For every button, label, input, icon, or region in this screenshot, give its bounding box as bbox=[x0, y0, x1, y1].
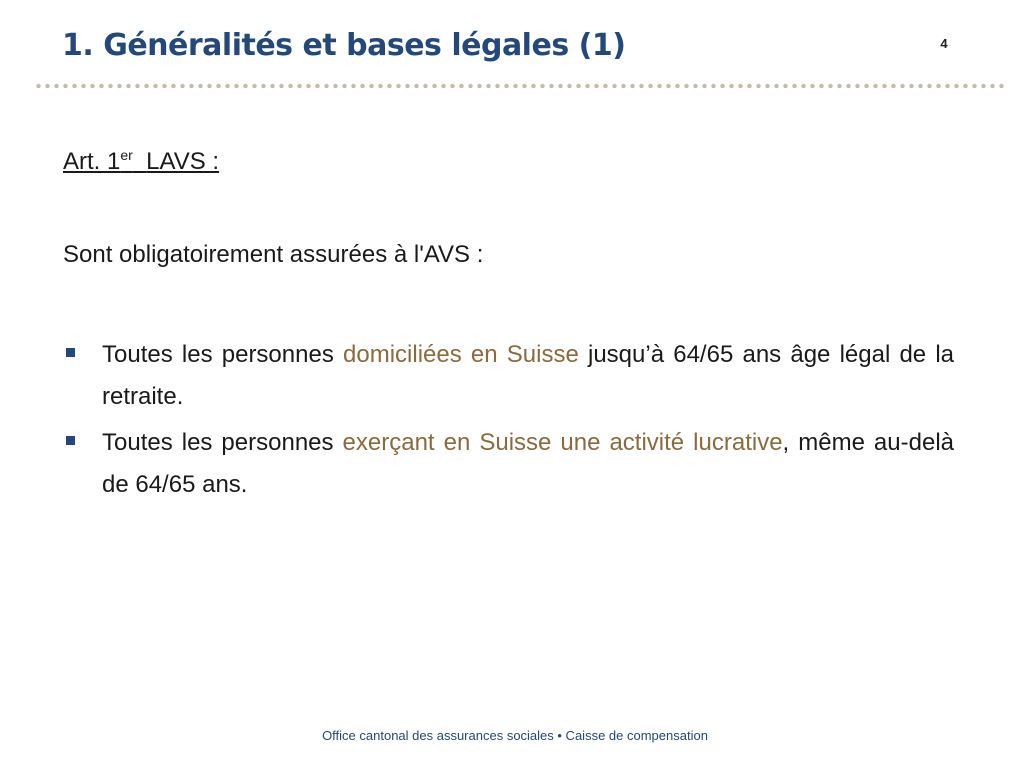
intro-text: Sont obligatoirement assurées à l'AVS : bbox=[63, 241, 484, 268]
bullet-text-before: Toutes les personnes bbox=[102, 341, 344, 368]
bullet-highlight: domiciliées en Suisse bbox=[343, 341, 579, 368]
bullet-item bbox=[62, 334, 954, 418]
page-number: 4 bbox=[940, 36, 948, 51]
dotted-divider bbox=[34, 82, 1006, 90]
square-bullet-icon bbox=[66, 348, 75, 357]
bullet-list bbox=[62, 334, 954, 510]
footer-text: Office cantonal des assurances sociales • Caisse de compensation bbox=[322, 728, 708, 743]
bullet-text-after: , même au-delà de 64/65 ans. bbox=[102, 429, 954, 498]
article-heading bbox=[63, 147, 219, 176]
bullet-highlight: exerçant en Suisse une activité lucrative bbox=[342, 429, 783, 456]
slide-title: 1. Généralités et bases légales (1) bbox=[62, 28, 626, 63]
article-suffix: LAVS : bbox=[146, 148, 220, 175]
article-superscript: er bbox=[120, 147, 133, 163]
square-bullet-icon bbox=[66, 436, 75, 445]
article-prefix: Art. 1 bbox=[63, 148, 121, 175]
bullet-item bbox=[62, 422, 954, 506]
bullet-text-before: Toutes les personnes bbox=[102, 429, 343, 456]
bullet-text-after: jusqu’à 64/65 ans âge légal de la retraite. bbox=[102, 341, 955, 410]
